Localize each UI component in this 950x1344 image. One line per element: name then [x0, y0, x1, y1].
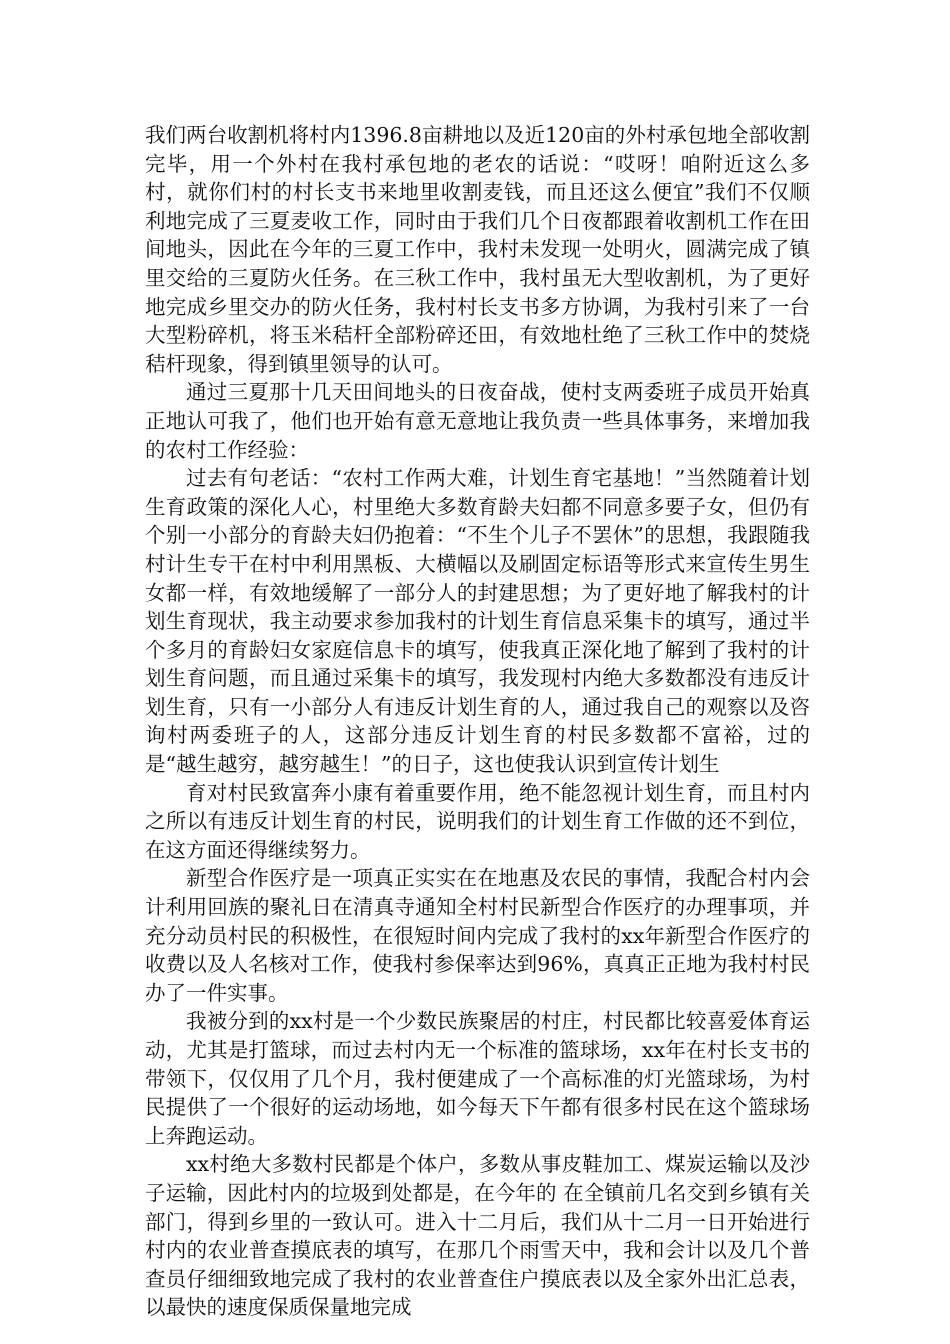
paragraph-agricultural-census: xx村绝大多数村民都是个体户，多数从事皮鞋加工、煤炭运输以及沙子运输，因此村内的垃圾到处都是，在今年的 在全镇前几名交到乡镇有关部门，得到乡里的一致认可。进入十二月后，我们从十二月一日开始进行村内的农业普查摸底表的填写，在那几个雨雪天中，我和会计以及几个普查员仔细细致地完成了我村的农业普查住户摸底表以及全家外出汇总表，以最快的速度保质保量地完成	[145, 1152, 810, 1320]
paragraph-recognition: 通过三夏那十几天田间地头的日夜奋战，使村支两委班子成员开始真正地认可我了，他们也开始有意无意地让我负责一些具体事务，来增加我的农村工作经验：	[145, 380, 810, 462]
paragraph-family-planning: 过去有句老话：“农村工作两大难，计划生育宅基地！”当然随着计划生育政策的深化人心，村里绝大多数育龄夫妇都不同意多要子女，但仍有个别一小部分的育龄夫妇仍抱着：“不生个儿子不罢休”的思想，我跟随我村计生专干在村中利用黑板、大横幅以及刷固定标语等形式来宣传生男生女都一样，有效地缓解了一部分人的封建思想；为了更好地了解我村的计划生育现状，我主动要求参加我村的计划生育信息采集卡的填写，通过半个多月的育龄妇女家庭信息卡的填写，使我真正深化地了解到了我村的计划生育问题，而且通过采集卡的填写，我发现村内绝大多数都没有违反计划生育，只有一小部分人有违反计划生育的人，通过我自己的观察以及咨询村两委班子的人，这部分违反计划生育的村民多数都不富裕，过的是“越生越穷，越穷越生！”的日子，这也使我认识到宣传计划生	[145, 466, 810, 777]
paragraph-harvest: 我们两台收割机将村内1396.8亩耕地以及近120亩的外村承包地全部收割完毕，用一个外村在我村承包地的老农的话说：“哎呀！咱附近这么多村，就你们村的村长支书来地里收割麦钱，而且还这么便宜”我们不仅顺利地完成了三夏麦收工作，同时由于我们几个日夜都跟着收割机工作在田间地头，因此在今年的三夏工作中，我村未发现一处明火，圆满完成了镇里交给的三夏防火任务。在三秋工作中，我村虽无大型收割机，为了更好地完成乡里交办的防火任务，我村村长支书多方协调，为我村引来了一台大型粉碎机，将玉米秸杆全部粉碎还田，有效地杜绝了三秋工作中的焚烧秸杆现象，得到镇里领导的认可。	[145, 123, 810, 376]
paragraph-basketball-court: 我被分到的xx村是一个少数民族聚居的村庄，村民都比较喜爱体育运动，尤其是打篮球，而过去村内无一个标准的篮球场，xx年在村长支书的带领下，仅仅用了几个月，我村便建成了一个高标准的灯光篮球场，为村民提供了一个很好的运动场地，如今每天下午都有很多村民在这个篮球场上奔跑运动。	[145, 1009, 810, 1148]
paragraph-cooperative-medical: 新型合作医疗是一项真正实实在在地惠及农民的事情，我配合村内会计利用回族的聚礼日在清真寺通知全村村民新型合作医疗的办理事项，并充分动员村民的积极性，在很短时间内完成了我村的xx年新型合作医疗的收费以及人名核对工作，使我村参保率达到96%，真真正正地为我村村民办了一件实事。	[145, 866, 810, 1005]
document-body	[145, 121, 810, 1322]
paragraph-family-planning-continued: 育对村民致富奔小康有着重要作用，绝不能忽视计划生育，而且村内之所以有违反计划生育的村民，说明我们的计划生育工作做的还不到位，在这方面还得继续努力。	[145, 780, 810, 862]
